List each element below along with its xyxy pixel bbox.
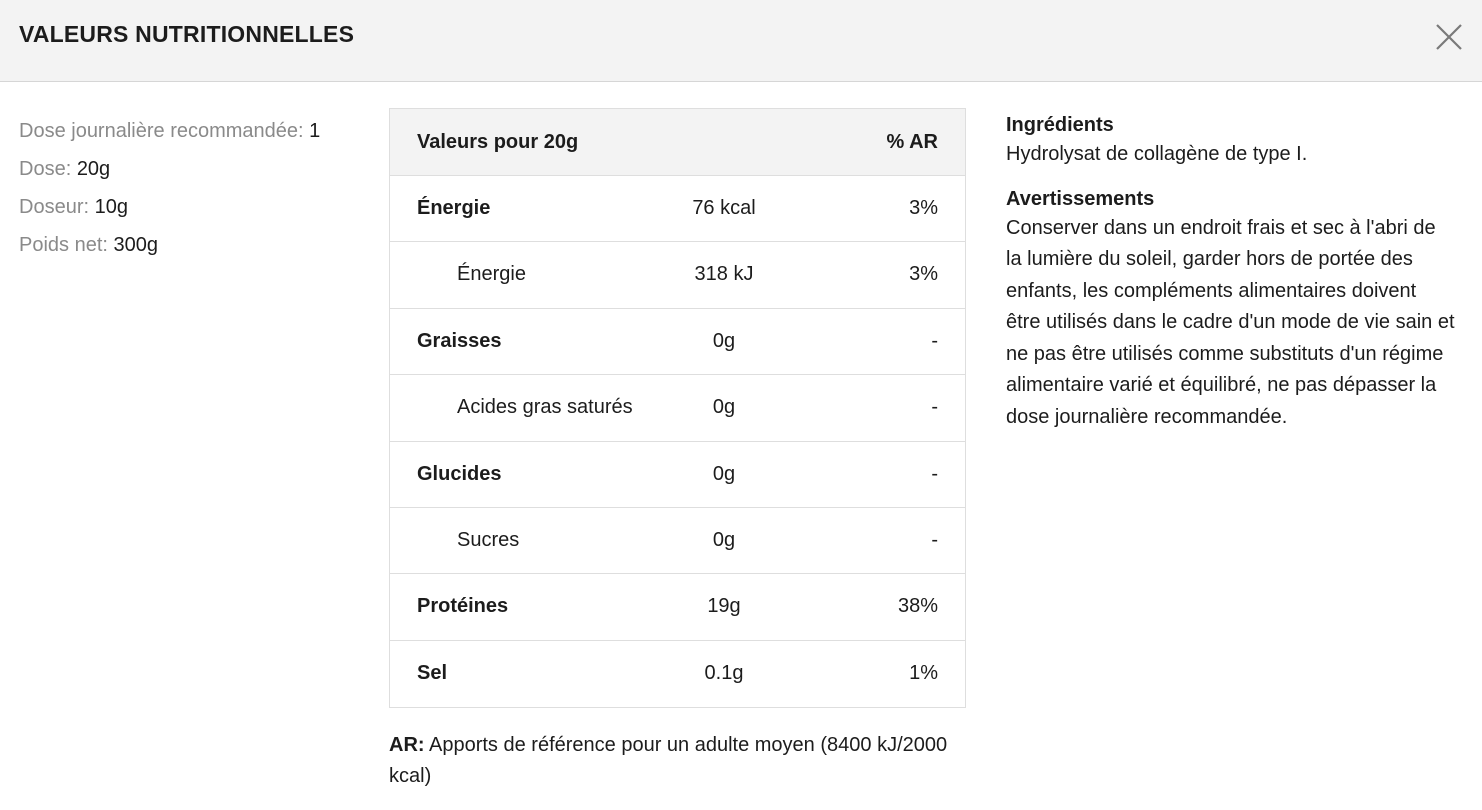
product-specs	[19, 112, 369, 264]
spec-net-weight	[19, 226, 369, 264]
row-name: Sel	[417, 661, 448, 684]
modal-title: VALEURS NUTRITIONNELLES	[19, 21, 355, 47]
row-value: 318 kJ	[694, 263, 754, 286]
row-ar: 38%	[897, 595, 938, 618]
row-name: Graisses	[417, 329, 502, 352]
nutrition-table	[389, 108, 966, 708]
row-ar: 3%	[909, 263, 938, 286]
spec-dose	[19, 150, 369, 188]
row-value: 0g	[712, 396, 736, 419]
footnote-abbr: AR:	[389, 734, 425, 756]
spec-scoop	[19, 188, 369, 226]
spec-daily-dose	[19, 112, 369, 150]
table-row	[390, 574, 965, 640]
product-info	[1006, 111, 1456, 447]
row-ar: -	[931, 329, 938, 352]
row-value: 19g	[707, 595, 741, 618]
row-ar: 3%	[909, 197, 938, 219]
row-name: Énergie	[457, 263, 526, 286]
table-row	[390, 508, 965, 574]
table-row	[390, 242, 965, 308]
row-ar: -	[931, 396, 938, 419]
row-name: Sucres	[457, 528, 520, 551]
row-name: Énergie	[417, 197, 491, 219]
spec-value: 300g	[113, 234, 159, 256]
warnings-text: Conserver dans un endroit frais et sec à l'abri de la lumière du soleil, garder hors de portée des enfants, les compléments alimentaires doivent être utilisés dans le cadre d'un mode de vie sain et ne pas être utilisés comme substituts d'un régime alimentaire varié et équilibré, ne pas dépasser la dose journalière recommandée.	[1006, 216, 1455, 428]
close-icon	[1430, 18, 1468, 56]
row-ar: -	[931, 528, 938, 551]
ingredients-section	[1006, 111, 1456, 171]
row-value: 0.1g	[704, 661, 744, 684]
row-name: Acides gras saturés	[457, 396, 633, 419]
spec-label: Dose journalière recommandée:	[19, 120, 304, 142]
spec-value: 20g	[76, 158, 111, 180]
modal-header	[0, 0, 1482, 82]
table-row	[390, 375, 965, 441]
header-ar: % AR	[886, 131, 938, 153]
table-row	[390, 309, 965, 375]
row-value: 76 kcal	[692, 197, 756, 219]
row-ar: -	[931, 462, 938, 485]
table-row	[390, 176, 965, 242]
table-row	[390, 442, 965, 508]
row-value: 0g	[712, 462, 736, 485]
spec-label: Poids net:	[19, 234, 108, 256]
row-value: 0g	[712, 329, 736, 352]
warnings-title: Avertissements	[1006, 187, 1155, 210]
header-name: Valeurs pour 20g	[417, 131, 579, 153]
footnote-text: Apports de référence pour un adulte moyen (8400 kJ/2000 kcal)	[389, 734, 948, 787]
ingredients-title: Ingrédients	[1006, 114, 1114, 136]
row-name: Protéines	[417, 595, 509, 618]
spec-value: 1	[309, 120, 321, 142]
row-value: 0g	[712, 528, 736, 551]
reference-footnote	[389, 730, 949, 792]
warnings-section	[1006, 185, 1456, 434]
close-button[interactable]	[1430, 18, 1468, 56]
row-ar: 1%	[909, 661, 938, 684]
spec-value: 10g	[94, 196, 128, 218]
table-row	[390, 641, 965, 707]
row-name: Glucides	[417, 462, 502, 485]
spec-label: Doseur:	[19, 196, 90, 218]
spec-label: Dose:	[19, 158, 72, 180]
ingredients-text: Hydrolysat de collagène de type I.	[1006, 143, 1308, 165]
table-header	[390, 109, 965, 176]
